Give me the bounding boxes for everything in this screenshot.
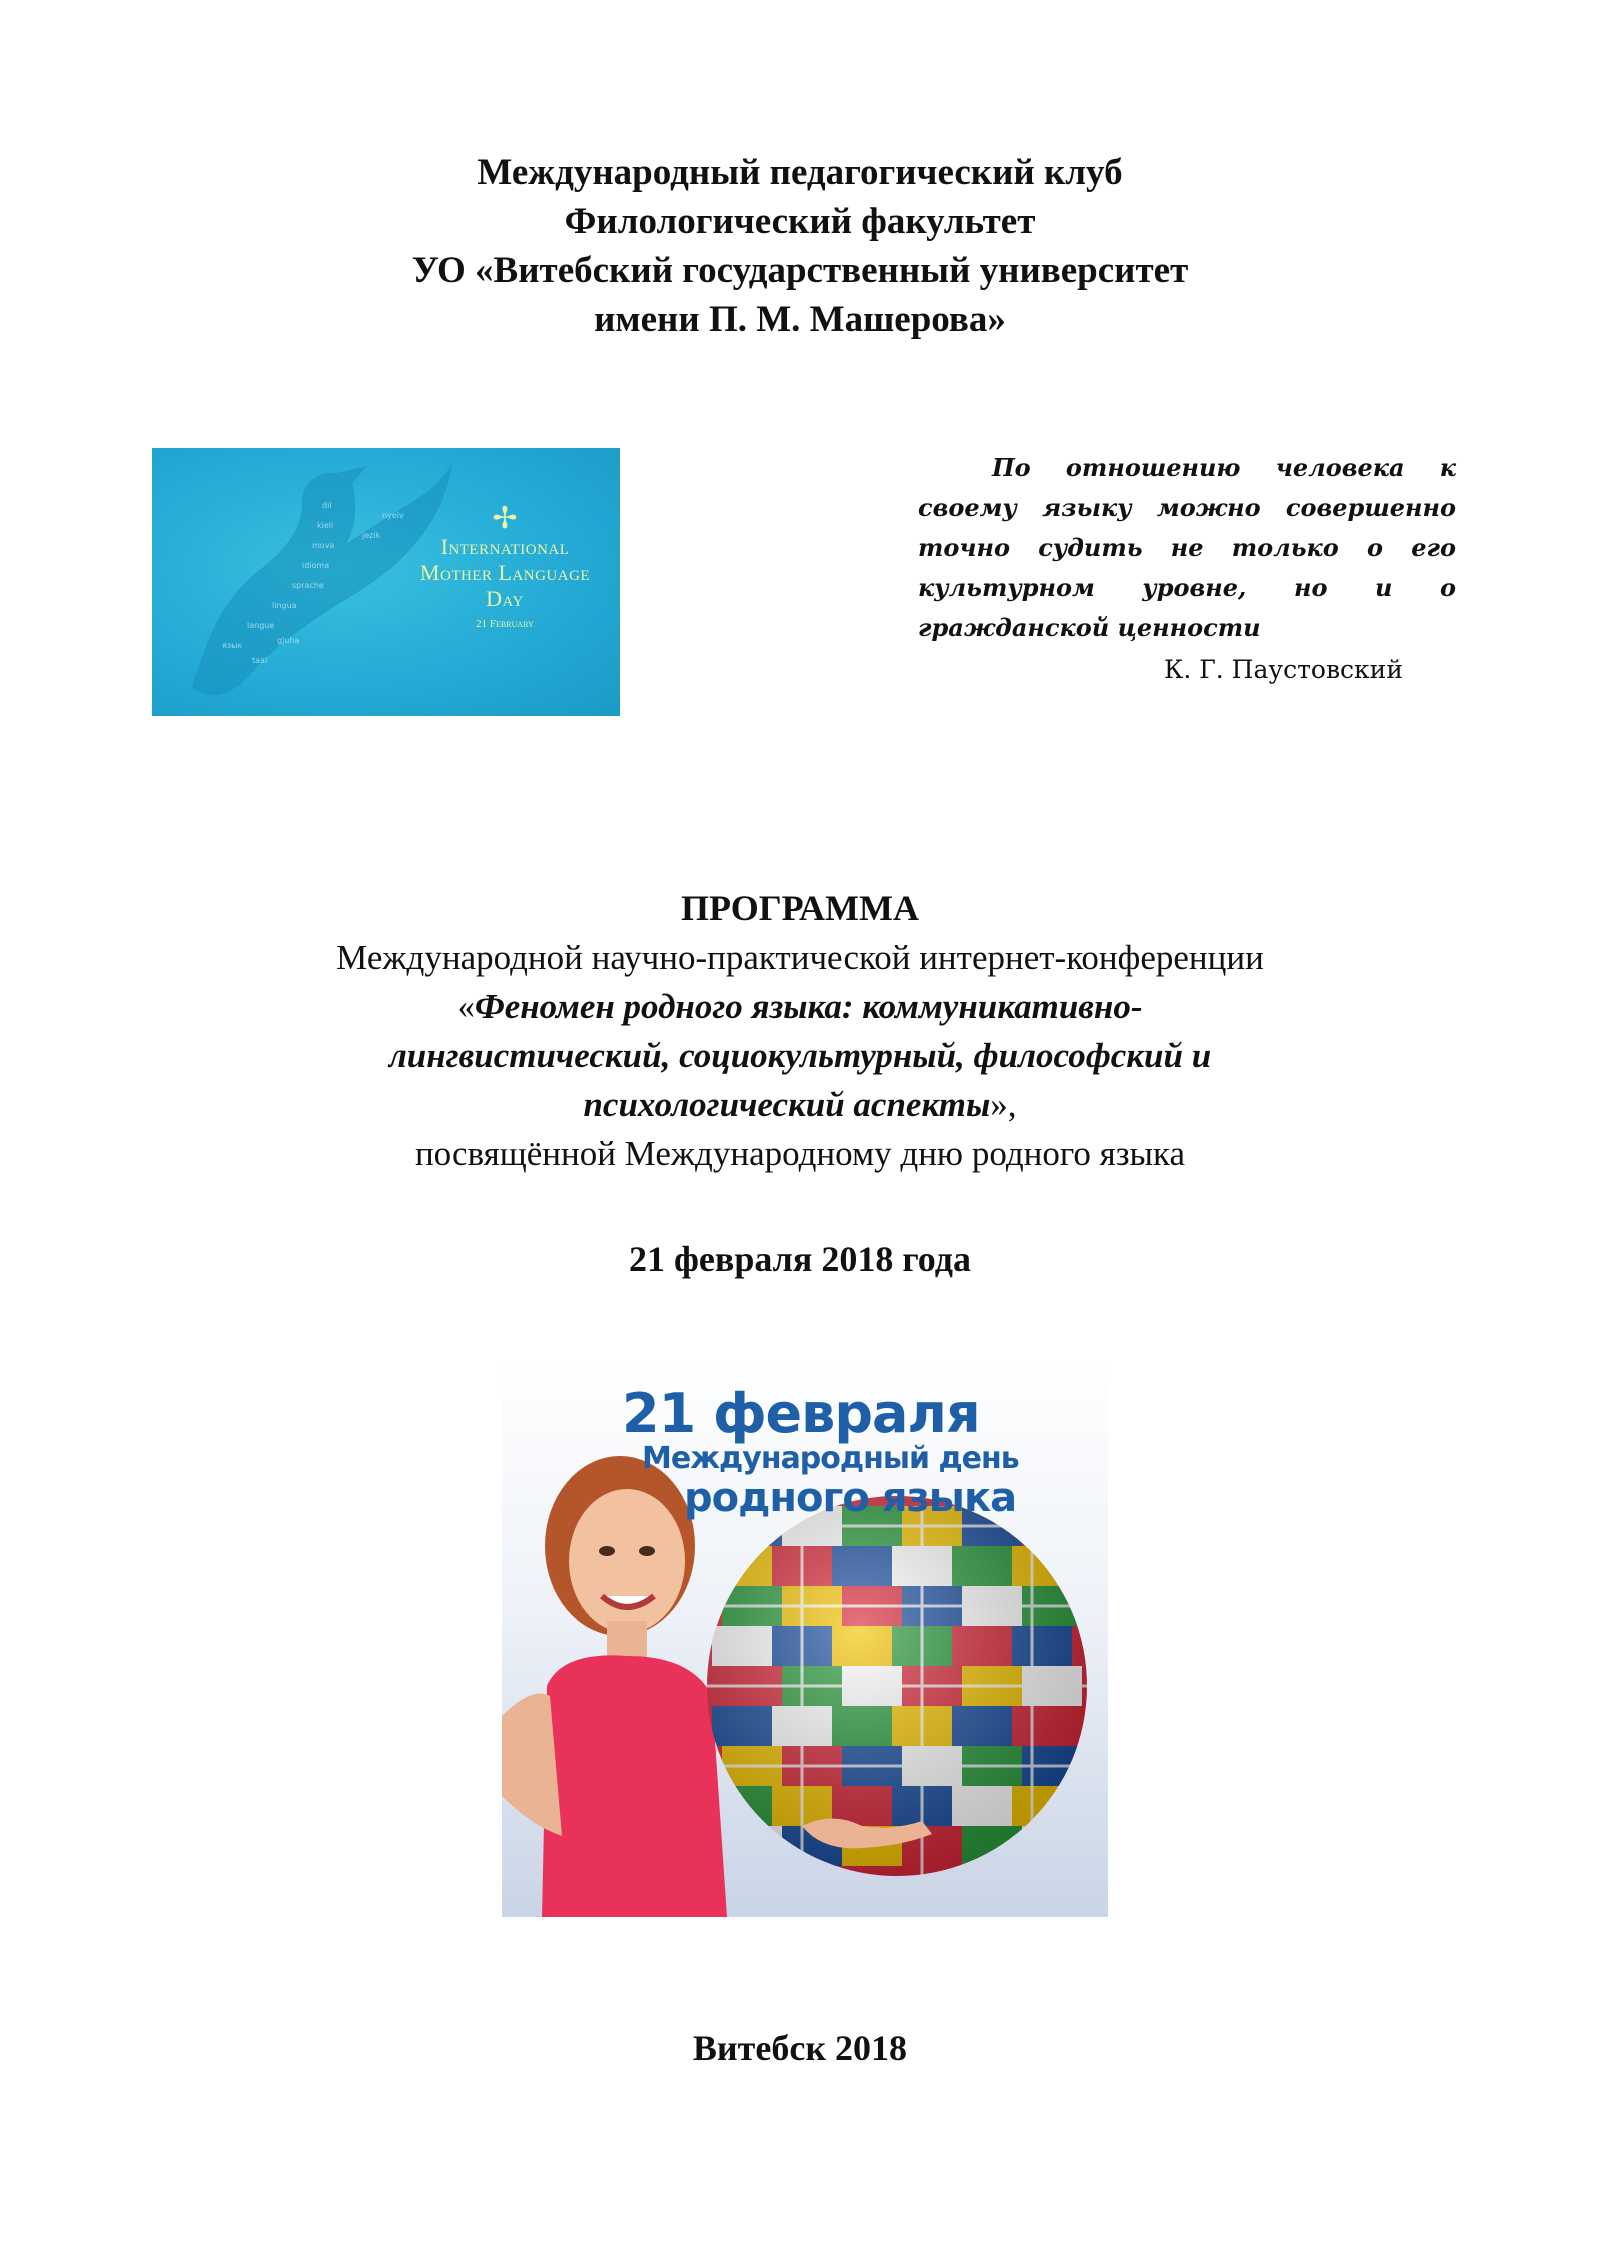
header-line-university-name: имени П. М. Машерова» (594, 299, 1006, 340)
banner-caption (400, 504, 610, 630)
banner-line-1: International (440, 534, 570, 559)
program-title: ПРОГРАММА (680, 888, 920, 928)
quote-close: », (990, 1085, 1017, 1124)
place-and-year: Витебск 2018 (692, 2028, 908, 2068)
svg-text:idioma: idioma (302, 561, 330, 570)
banner-date: 21 February (476, 618, 534, 630)
svg-text:lingua: lingua (272, 601, 297, 610)
program-theme-line-3 (0, 1080, 1600, 1129)
svg-text:nyelv: nyelv (382, 511, 404, 520)
poster-line-3: родного языка (684, 1475, 1017, 1521)
theme-text-3: психологический аспекты (583, 1085, 991, 1124)
svg-text:gjuha: gjuha (277, 636, 300, 645)
program-theme-line-1 (0, 982, 1600, 1031)
header-line-club: Международный педагогический клуб (477, 152, 1123, 193)
poster-caption (622, 1382, 1102, 1521)
program-theme-line-2: лингвистический, социокультурный, философский и (388, 1036, 1212, 1075)
program-dedication: посвящённой Международному дню родного языка (414, 1134, 1186, 1173)
mother-language-day-banner (152, 448, 620, 716)
epigraph-text: По отношению человека к своему языку можно совершенно точно судить не только о его культурном уровне, но и о гражданской ценности (918, 453, 1456, 642)
svg-text:dil: dil (322, 501, 332, 510)
conference-date: 21 февраля 2018 года (629, 1239, 971, 1279)
quote-open: « (457, 987, 475, 1026)
header-block (0, 148, 1600, 344)
svg-text:sprache: sprache (292, 581, 324, 590)
epigraph-author: К. Г. Паустовский (1163, 655, 1403, 684)
mother-language-day-poster (502, 1356, 1108, 1917)
header-line-university: УО «Витебский государственный университет (411, 250, 1189, 291)
epigraph (918, 448, 1456, 648)
svg-text:mova: mova (312, 541, 335, 550)
svg-text:kieli: kieli (317, 521, 334, 530)
program-subtitle: Международной научно-практической интернет-конференции (336, 938, 1264, 977)
svg-text:taal: taal (252, 656, 268, 665)
cross-icon: ✢ (492, 502, 518, 535)
header-line-faculty: Филологический факультет (564, 201, 1036, 242)
banner-line-2: Mother Language Day (419, 560, 591, 611)
poster-line-2: Международный день (642, 1441, 1019, 1476)
program-block (0, 884, 1600, 1178)
theme-text-1: Феномен родного языка: коммуникативно- (474, 987, 1143, 1026)
svg-text:langue: langue (247, 621, 275, 630)
poster-line-1: 21 февраля (622, 1382, 980, 1445)
svg-text:язык: язык (222, 641, 243, 650)
svg-text:jezik: jezik (362, 531, 381, 540)
